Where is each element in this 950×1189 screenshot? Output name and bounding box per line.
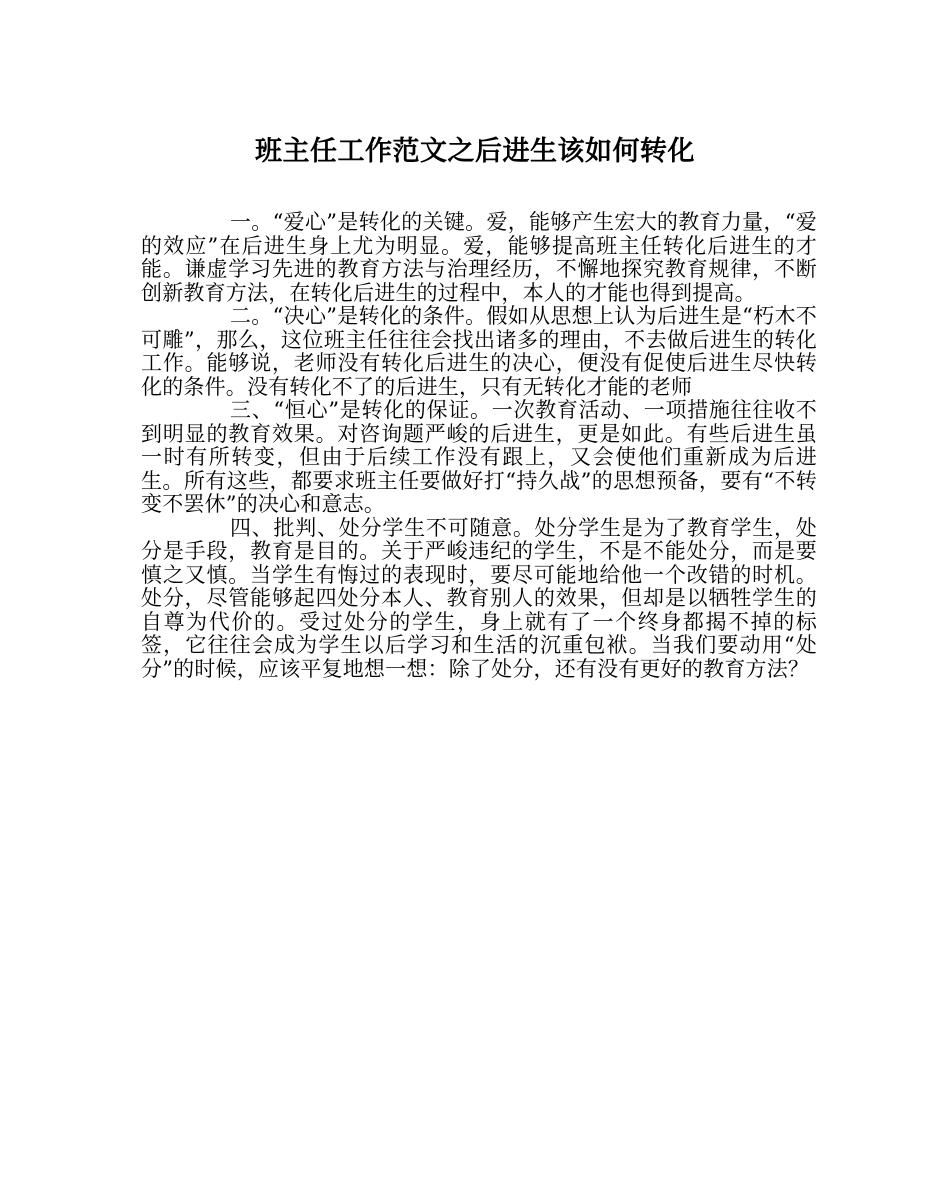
- document-body: [141, 211, 817, 681]
- paragraph-4: 四、批判、处分学生不可随意。处分学生是为了教育学生，处分是手段，教育是目的。关于严峻违纪的学生，不是不能处分，而是要慎之又慎。当学生有悔过的表现时，要尽可能地给他一个改错的时机。处分，尽管能够起四处分本人、教育别人的效果，但却是以牺牲学生的自尊为代价的。受过处分的学生，身上就有了一个终身都揭不掉的标签，它往往会成为学生以后学习和生活的沉重包袱。当我们要动用“处分”的时候，应该平复地想一想：除了处分，还有没有更好的教育方法？: [141, 515, 817, 681]
- paragraph-1: 一。“爱心”是转化的关键。爱，能够产生宏大的教育力量，“爱的效应”在后进生身上尤为明显。爱，能够提高班主任转化后进生的才能。谦虚学习先进的教育方法与治理经历，不懈地探究教育规律，不断创新教育方法，在转化后进生的过程中，本人的才能也得到提高。: [141, 210, 817, 305]
- paragraph-3: 三、“恒心”是转化的保证。一次教育活动、一项措施往往收不到明显的教育效果。对咨询题严峻的后进生，更是如此。有些后进生虽一时有所转变，但由于后续工作没有跟上，又会使他们重新成为后进生。所有这些，都要求班主任要做好打“持久战”的思想预备，要有“不转变不罢休”的决心和意志。: [141, 398, 817, 516]
- paragraph-2: 二。“决心”是转化的条件。假如从思想上认为后进生是“朽木不可雕”，那么，这位班主任往往会找出诸多的理由，不去做后进生的转化工作。能够说，老师没有转化后进生的决心，便没有促使后进生尽快转化的条件。没有转化不了的后进生，只有无转化才能的老师: [141, 304, 817, 399]
- document-title: 班主任工作范文之后进生该如何转化: [255, 136, 695, 167]
